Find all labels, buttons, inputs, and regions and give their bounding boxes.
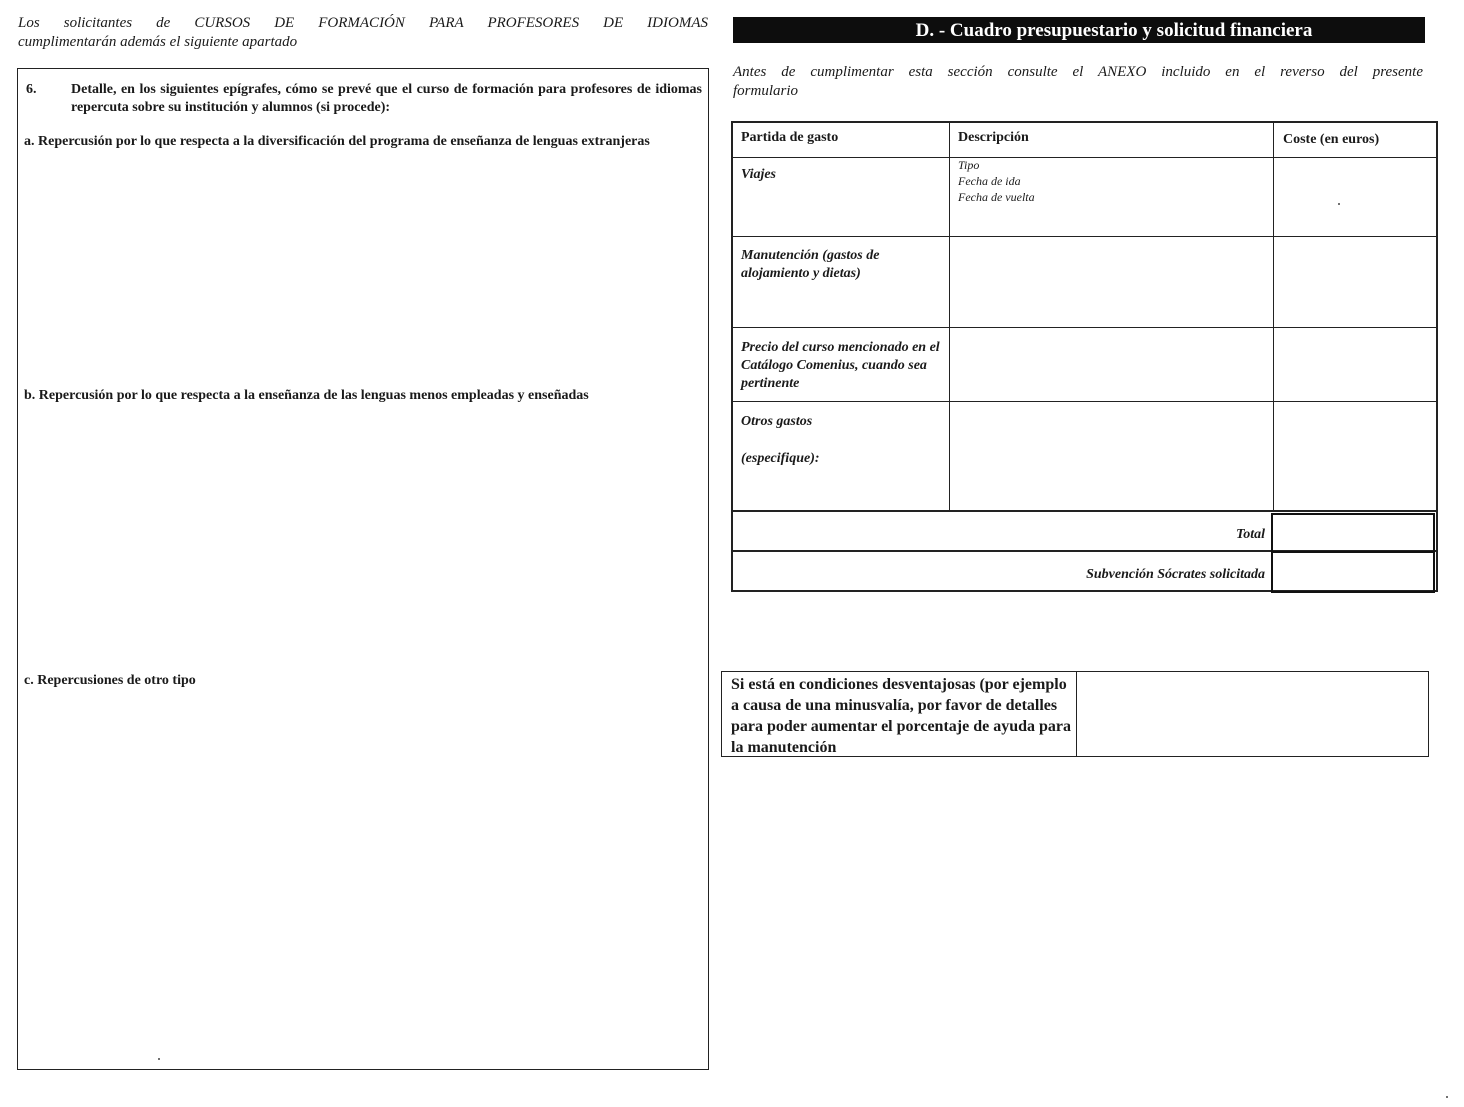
row-course-label: Precio del curso mencionado en el Catálogo Comenius, cuando sea pertinente [741, 340, 940, 391]
row-travel-desc-out: Fecha de ida [958, 174, 1021, 188]
section-d-note-line-2: formulario [733, 83, 799, 99]
grant-value-cell[interactable] [1271, 551, 1435, 593]
table-rule [1273, 121, 1274, 511]
budget-table [731, 121, 1438, 595]
section-6-box [17, 68, 709, 1070]
total-label: Total [1235, 527, 1265, 542]
table-border [731, 121, 1438, 123]
scan-speck [158, 1058, 160, 1060]
item-a-label: a. Repercusión por lo que respecta a la diversificación del programa de enseñanza de lenguas extranjeras [24, 134, 650, 149]
item-c-label: c. Repercusiones de otro tipo [24, 673, 196, 688]
table-rule [731, 401, 1438, 402]
row-travel-desc-type: Tipo [958, 158, 980, 172]
row-travel-desc-back: Fecha de vuelta [958, 190, 1035, 204]
disadvantage-text: Si está en condiciones desventajosas (por ejemplo a causa de una minusvalía, por favor de detalles para poder aumentar el porcentaje de ayuda para la manutención [731, 676, 1071, 756]
table-rule [731, 510, 1438, 512]
question-6-text: Detalle, en los siguientes epígrafes, cómo se prevé que el curso de formación para profesores de idiomas repercuta sobre su institución y alumnos (si procede): [71, 82, 702, 115]
section-d-title: D. - Cuadro presupuestario y solicitud financiera [733, 17, 1425, 43]
intro-text [18, 14, 708, 52]
header-item: Partida de gasto [741, 130, 839, 145]
table-rule [949, 121, 950, 511]
table-rule [731, 236, 1438, 237]
item-b-label: b. Repercusión por lo que respecta a la enseñanza de las lenguas menos empleadas y enseñadas [24, 388, 589, 403]
scan-speck [1446, 1096, 1448, 1098]
section-d-note-line-1: Antes de cumplimentar esta sección consulte el ANEXO incluido en el reverso del presente [733, 64, 1423, 80]
section-d-note [733, 63, 1423, 101]
table-rule [731, 327, 1438, 328]
disadvantage-box [721, 671, 1429, 757]
intro-line-1: Los solicitantes de CURSOS DE FORMACIÓN PARA PROFESORES DE IDIOMAS [18, 15, 708, 31]
table-rule [731, 157, 1438, 158]
grant-label: Subvención Sócrates solicitada [1086, 567, 1265, 582]
question-6-number: 6. [26, 82, 37, 97]
row-other-label: Otros gastos [741, 414, 813, 429]
row-subsistence-label: Manutención (gastos de alojamiento y dietas) [741, 248, 880, 281]
header-cost: Coste (en euros) [1283, 132, 1380, 147]
intro-line-2: cumplimentarán además el siguiente apartado [18, 34, 298, 50]
scan-speck [1338, 203, 1340, 205]
table-border [731, 121, 733, 591]
total-value-cell[interactable] [1271, 513, 1435, 553]
disadvantage-divider [1076, 672, 1077, 756]
row-travel-label: Viajes [741, 167, 777, 182]
row-other-specify: (especifique): [741, 451, 820, 466]
table-border [1436, 121, 1438, 591]
header-description: Descripción [958, 130, 1029, 145]
